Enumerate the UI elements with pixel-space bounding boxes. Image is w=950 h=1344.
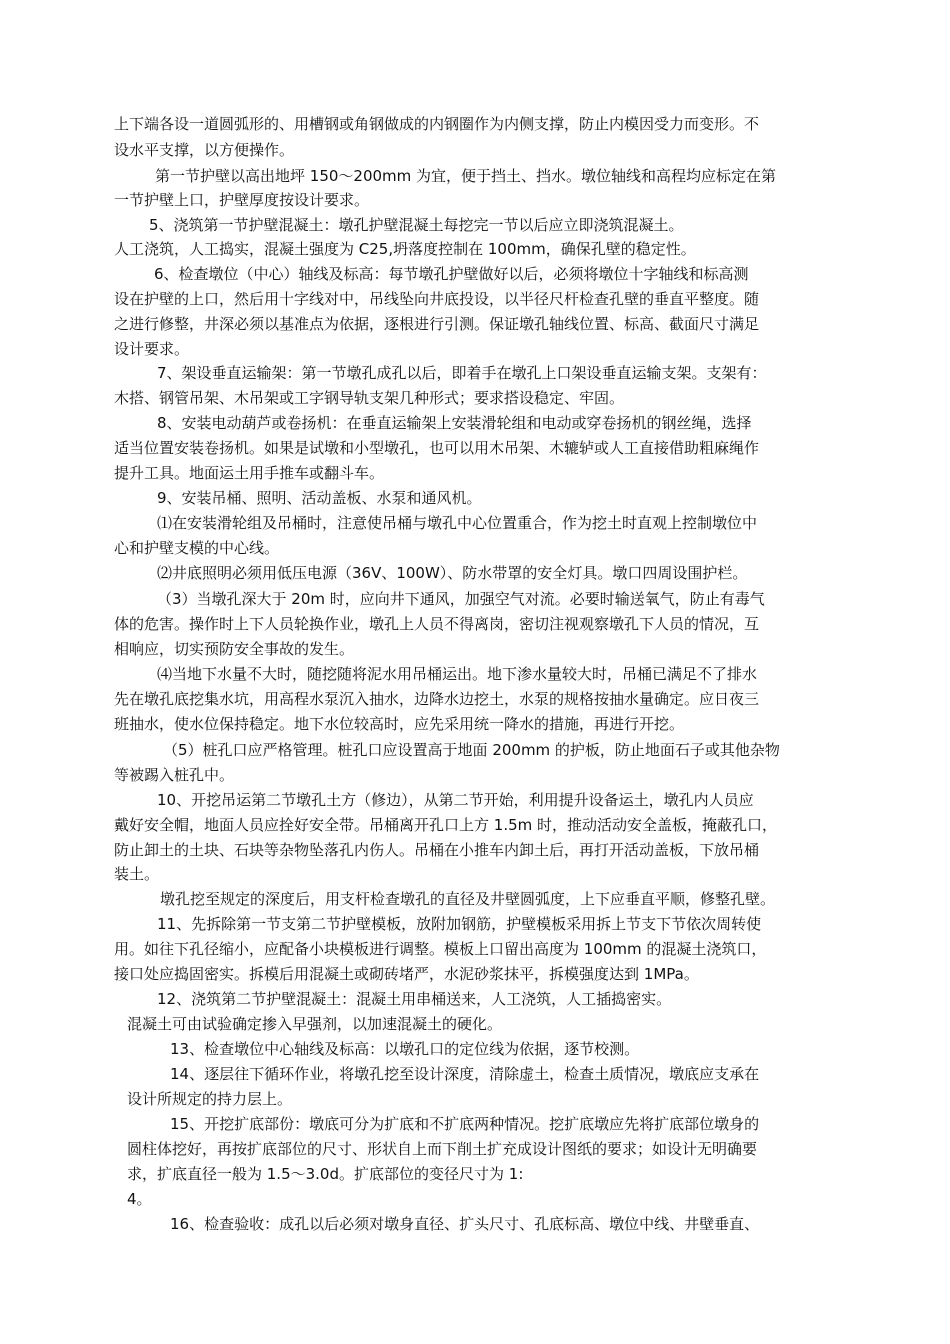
text-line: 设计所规定的持力层上。 [127,1090,293,1108]
text-line: 体的危害。操作时上下人员轮换作业，墩孔上人员不得离岗，密切注视观察墩孔下人员的情况，互 [114,615,760,633]
text-line: 防止卸土的土块、石块等杂物坠落孔内伤人。吊桶在小推车内卸土后，再打开活动盖板，下放吊桶 [114,841,760,859]
text-line: 一节护壁上口，护壁厚度按设计要求。 [114,191,370,209]
text-line: ⑵井底照明必须用低压电源（36V、100W）、防水带罩的安全灯具。墩口四周设围护栏。 [157,564,748,582]
text-line: （5）桩孔口应严格管理。桩孔口应设置高于地面 200mm 的护板，防止地面石子或其他杂物 [163,741,780,759]
text-line: 15、开挖扩底部份：墩底可分为扩底和不扩底两种情况。挖扩底墩应先将扩底部位墩身的 [170,1115,760,1133]
text-line: 墩孔挖至规定的深度后，用支杆检查墩孔的直径及井壁圆弧度，上下应垂直平顺，修整孔壁。 [160,890,776,908]
text-line: 设水平支撑，以方便操作。 [114,141,295,159]
text-line: 用。如往下孔径缩小，应配备小块模板进行调整。模板上口留出高度为 100mm 的混凝土浇筑口， [114,940,767,958]
text-line: 木搭、钢管吊架、木吊架或工字钢导轨支架几种形式；要求搭设稳定、牢固。 [114,389,625,407]
text-line: （3）当墩孔深大于 20m 时，应向井下通风，加强空气对流。必要时输送氧气，防止有毒气 [157,590,765,608]
text-line: 14、逐层往下循环作业，将墩孔挖至设计深度，清除虚土，检查土质情况，墩底应支承在 [170,1065,760,1083]
text-line: 5、浇筑第一节护壁混凝土：墩孔护壁混凝土每挖完一节以后应立即浇筑混凝土。 [149,216,684,234]
text-line: 8、安装电动葫芦或卷扬机：在垂直运输架上安装滑轮组和电动或穿卷扬机的钢丝绳，选择 [157,414,752,432]
text-line: 第一节护壁以高出地坪 150～200mm 为宜，便于挡土、挡水。墩位轴线和高程均应标定在第 [155,167,777,185]
text-line: 4。 [127,1190,152,1208]
text-line: 上下端各设一道圆弧形的、用槽钢或角钢做成的内钢圈作为内侧支撑，防止内模因受力而变形。不 [114,115,760,133]
text-line: 6、检查墩位（中心）轴线及标高：每节墩孔护壁做好以后，必须将墩位十字轴线和标高测 [154,265,749,283]
text-line: 10、开挖吊运第二节墩孔土方（修边），从第二节开始，利用提升设备运土，墩孔内人员应 [157,791,754,809]
text-line: 求，扩底直径一般为 1.5～3.0d。扩底部位的变径尺寸为 1: [127,1165,524,1183]
text-line: 11、先拆除第一节支第二节护壁模板，放附加钢筋，护壁模板采用拆上节支下节依次周转使 [157,915,762,933]
text-line: ⑴在安装滑轮组及吊桶时，注意使吊桶与墩孔中心位置重合，作为挖土时直观上控制墩位中 [157,514,758,532]
text-line: 相响应，切实预防安全事故的发生。 [114,640,355,658]
text-line: 适当位置安装卷扬机。如果是试墩和小型墩孔，也可以用木吊架、木辘轳或人工直接借助粗麻绳作 [114,439,760,457]
text-line: 等被踢入桩孔中。 [114,766,235,784]
text-line: 16、检查验收：成孔以后必须对墩身直径、扩头尺寸、孔底标高、墩位中线、井壁垂直、 [170,1215,760,1233]
text-line: 混凝土可由试验确定掺入早强剂，以加速混凝土的硬化。 [127,1015,503,1033]
text-line: 装土。 [114,865,160,883]
text-line: ⑷当地下水量不大时，随挖随将泥水用吊桶运出。地下渗水量较大时，吊桶已满足不了排水 [157,665,758,683]
text-line: 12、浇筑第二节护壁混凝土：混凝土用串桶送来，人工浇筑，人工插捣密实。 [157,990,672,1008]
text-line: 之进行修整，井深必须以基准点为依据，逐根进行引测。保证墩孔轴线位置、标高、截面尺寸满足 [114,315,760,333]
text-line: 9、安装吊桶、照明、活动盖板、水泵和通风机。 [157,489,482,507]
text-line: 设在护壁的上口，然后用十字线对中，吊线坠向井底投设，以半径尺杆检查孔壁的垂直平整度。随 [114,290,760,308]
text-line: 人工浇筑，人工捣实，混凝土强度为 C25,坍落度控制在 100mm，确保孔壁的稳定性。 [114,240,696,258]
text-line: 13、检查墩位中心轴线及标高：以墩孔口的定位线为依据，逐节校测。 [170,1040,640,1058]
text-line: 提升工具。地面运土用手推车或翻斗车。 [114,464,385,482]
text-line: 戴好安全帽，地面人员应拴好安全带。吊桶离开孔口上方 1.5m 时，推动活动安全盖板，掩蔽孔口， [114,816,778,834]
text-line: 圆柱体挖好，再按扩底部位的尺寸、形状自上而下削土扩充成设计图纸的要求；如设计无明确要 [127,1140,758,1158]
text-line: 7、架设垂直运输架：第一节墩孔成孔以后，即着手在墩孔上口架设垂直运输支架。支架有： [157,364,767,382]
text-line: 心和护壁支模的中心线。 [114,539,280,557]
text-line: 先在墩孔底挖集水坑，用高程水泵沉入抽水，边降水边挖土，水泵的规格按抽水量确定。应日夜三 [114,690,760,708]
text-line: 设计要求。 [114,340,190,358]
text-line: 接口处应捣固密实。拆模后用混凝土或砌砖堵严，水泥砂浆抹平，拆模强度达到 1MPa。 [114,965,699,983]
text-line: 班抽水，使水位保持稳定。地下水位较高时，应先采用统一降水的措施，再进行开挖。 [114,715,685,733]
